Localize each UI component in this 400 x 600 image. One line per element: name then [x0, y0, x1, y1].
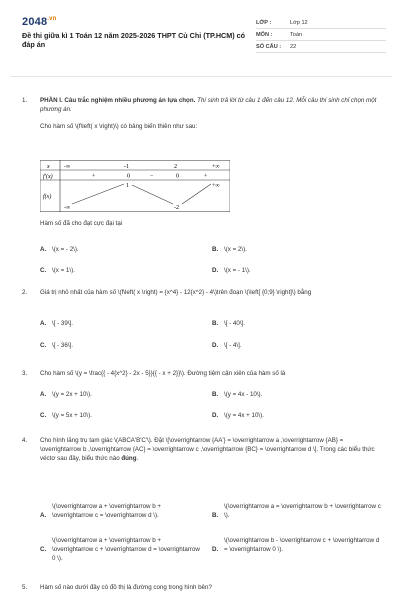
option-letter: C. — [40, 412, 47, 419]
option-text: \[ - 39\]. — [52, 320, 73, 327]
site-logo[interactable] — [22, 16, 57, 28]
answer-option[interactable] — [212, 266, 382, 275]
row-label-derivative: f'(x) — [43, 174, 53, 180]
option-letter: C. — [40, 267, 47, 274]
question-number: 1. — [22, 97, 28, 104]
question-number: 2. — [22, 289, 28, 296]
question-1-prompt — [22, 219, 384, 228]
header-divider — [10, 76, 392, 77]
option-text: \(\overrightarrow b - \overrightarrow c + \overrightarrow d = \overrightarrow 0 \). — [224, 537, 380, 553]
answer-option[interactable] — [212, 341, 382, 350]
part-title: PHẦN I. Câu trắc nghiệm nhiều phương án lựa chọn. — [40, 97, 196, 104]
answer-option[interactable] — [40, 390, 200, 399]
answer-option[interactable] — [212, 390, 382, 399]
meta-class-value: Lớp 12 — [290, 19, 308, 26]
option-text: \(\overrightarrow a + \overrightarrow b + \overrightarrow c + \overrightarrow d = \overrightarrow 0 \). — [52, 537, 200, 562]
answer-option[interactable] — [40, 536, 200, 563]
variation-table — [40, 160, 230, 212]
option-text: \(y = 2x + 10\). — [52, 391, 92, 398]
sign: + — [92, 173, 96, 180]
answer-option[interactable] — [212, 245, 382, 254]
logo-suffix: .vn — [47, 16, 57, 22]
x-value: +∞ — [212, 164, 220, 170]
answer-option[interactable] — [40, 502, 200, 520]
arrow-increasing — [72, 184, 124, 204]
option-text: \[ - 40\]. — [224, 320, 245, 327]
sign: 0 — [127, 173, 130, 180]
option-text: \(x = 1\). — [52, 267, 75, 274]
answer-option[interactable] — [212, 319, 382, 328]
question-number: 3. — [22, 370, 28, 377]
page-title: Đề thi giữa kì 1 Toán 12 năm 2025-2026 THPT Củ Chi (TP.HCM) có đáp án — [22, 31, 246, 49]
question-text: Hàm số đã cho đạt cực đại tại — [40, 220, 123, 227]
option-letter: B. — [212, 391, 219, 398]
option-text: \(x = 2\). — [224, 246, 247, 253]
option-letter: D. — [212, 267, 219, 274]
question-emphasis: đúng — [121, 455, 137, 462]
f-value: -2 — [174, 205, 179, 211]
sign: + — [204, 173, 208, 180]
document-page — [10, 8, 392, 600]
answer-option[interactable] — [40, 411, 200, 420]
answer-option[interactable] — [40, 266, 200, 275]
option-text: \[ - 4\]. — [224, 342, 242, 349]
question-text: Cho hàm số \(f\left( x \right)\) có bảng biến thiên như sau: — [40, 123, 198, 130]
option-text: \(y = 4x - 10\). — [224, 391, 263, 398]
question-text: Giá trị nhỏ nhất của hàm số \(f\left( x \right) = {x^4} - 12{x^2} - 4\)trên đoạn \(\left[ {0;9} \right]\) bằng — [40, 289, 312, 296]
sign: 0 — [176, 173, 179, 180]
option-letter: A. — [40, 512, 47, 519]
option-letter: B. — [212, 246, 219, 253]
option-text: \(\overrightarrow a + \overrightarrow b + \overrightarrow c = \overrightarrow d \). — [52, 503, 162, 519]
option-text: \(x = - 1\). — [224, 267, 251, 274]
meta-count-label: SỐ CÂU : — [256, 43, 282, 50]
option-text: \(\overrightarrow a = \overrightarrow b + \overrightarrow c \). — [224, 503, 381, 519]
option-letter: D. — [212, 412, 219, 419]
meta-count — [256, 41, 386, 53]
f-value: +∞ — [212, 183, 220, 189]
question-1 — [22, 96, 384, 131]
meta-count-value: 22 — [290, 43, 297, 50]
graph-fragment — [66, 594, 106, 600]
option-letter: C. — [40, 342, 47, 349]
question-4 — [22, 436, 384, 463]
meta-class — [256, 17, 386, 29]
question-2 — [22, 288, 384, 297]
f-value: 1 — [126, 183, 129, 189]
part-instruction: Thí sinh trả lời từ câu 1 đến câu 12. Mỗi câu thí sinh chỉ chọn một phương án. — [40, 97, 377, 113]
question-5 — [22, 583, 384, 592]
option-letter: A. — [40, 320, 47, 327]
option-letter: B. — [212, 320, 219, 327]
answer-option[interactable] — [212, 502, 382, 520]
x-value: 2 — [174, 164, 177, 170]
row-label-x: x — [47, 164, 50, 170]
question-body: Cho hình lăng trụ tam giác \(ABCA'B'C'\). Đặt \[\overrightarrow {AA'} = \overrightarrow a ,\overrightarrow {AB} = \overrightarrow b ,\overrightarrow {AC} = \overrightarrow c ,\overrightarrow {BC} = \overrightarrow d \]. Trong các biểu thức véctơ sau đây, biểu thức nào — [40, 437, 375, 462]
sign: − — [150, 173, 154, 180]
question-number: 5. — [22, 584, 28, 591]
option-letter: D. — [212, 342, 219, 349]
question-number: 4. — [22, 437, 28, 444]
meta-subject — [256, 29, 386, 41]
option-letter: C. — [40, 546, 47, 553]
variation-table-svg — [40, 160, 230, 212]
answer-option[interactable] — [40, 341, 200, 350]
x-value: -∞ — [64, 164, 71, 170]
answer-option[interactable] — [212, 411, 382, 420]
arrow-decreasing — [132, 185, 173, 204]
question-text: Hàm số nào dưới đây có đồ thị là đường cong trong hình bên? — [40, 584, 212, 591]
answer-option[interactable] — [212, 536, 382, 554]
question-text: Cho hình lăng trụ tam giác \(ABCA'B'C'\). Đặt \[\overrightarrow {AA'} = \overrightarrow a ,\overrightarrow {AB} = \overrightarrow b ,\overrightarrow {AC} = \overrightarrow c ,\overrightarrow {BC} = \overrightarrow d \]. Trong các biểu thức véctơ sau đây, biểu thức nào đúng. — [40, 437, 375, 462]
answer-option[interactable] — [40, 245, 200, 254]
meta-class-label: LỚP : — [256, 19, 272, 26]
meta-subject-value: Toán — [290, 31, 303, 38]
question-3 — [22, 369, 384, 378]
logo-text: 2048 — [22, 16, 48, 28]
f-value: -∞ — [64, 205, 71, 211]
meta-info — [256, 17, 386, 53]
part-heading — [40, 96, 384, 114]
x-value: -1 — [124, 164, 129, 170]
option-text: \(y = 5x + 10\). — [52, 412, 92, 419]
option-letter: B. — [212, 512, 219, 519]
option-letter: D. — [212, 546, 219, 553]
meta-subject-label: MÔN : — [256, 31, 273, 38]
row-label-function: f(x) — [43, 194, 52, 200]
arrow-increasing — [182, 184, 211, 204]
option-letter: A. — [40, 246, 47, 253]
option-text: \(y = 4x + 10\). — [224, 412, 264, 419]
question-text: Cho hàm số \(y = \frac{{ - 4{x^2} - 2x - 5}}{{ - x + 2}}\). Đường tiệm cận xiên của hàm số là — [40, 370, 286, 377]
option-text: \(x = - 2\). — [52, 246, 79, 253]
option-text: \[ - 36\]. — [52, 342, 73, 349]
answer-option[interactable] — [40, 319, 200, 328]
option-letter: A. — [40, 391, 47, 398]
